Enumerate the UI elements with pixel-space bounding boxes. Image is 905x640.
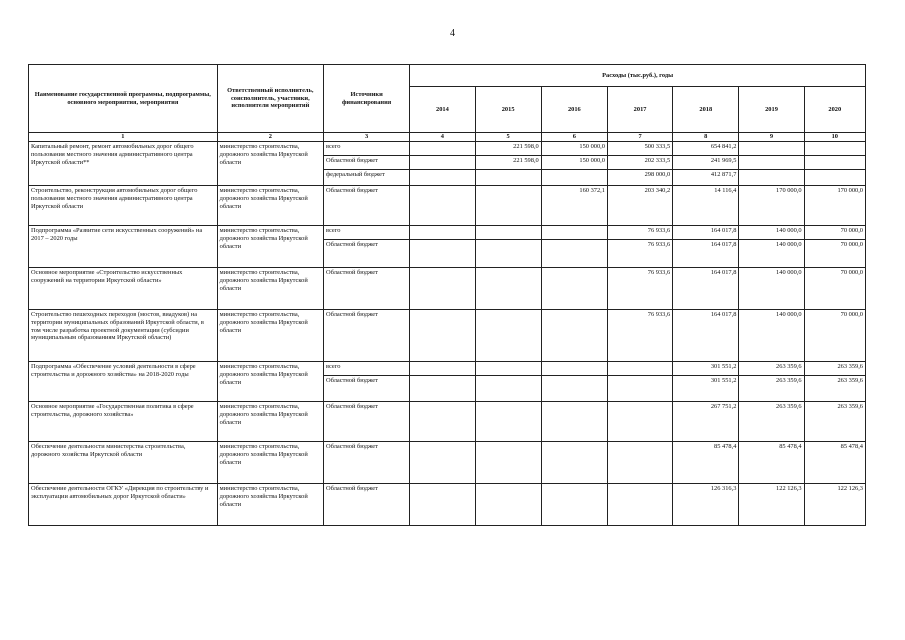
table-row [29, 402, 866, 442]
year-values [804, 268, 865, 310]
value-cell: 221 598,0 [476, 156, 541, 170]
column-number: 4 [410, 133, 475, 142]
value-cell: 76 933,6 [608, 226, 672, 240]
year-values [607, 226, 672, 268]
year-header: 2018 [673, 87, 739, 133]
value-cell [410, 226, 474, 240]
table-row [29, 484, 866, 526]
source-label: Областной бюджет [326, 241, 378, 248]
year-values [541, 310, 607, 362]
year-values [673, 310, 739, 362]
table-body [29, 142, 866, 526]
year-values [475, 442, 541, 484]
value-cell [739, 142, 803, 156]
value-cell [476, 402, 541, 415]
year-values [475, 268, 541, 310]
row-responsible: министерство строительства, дорожного хозяйства Иркутской области [217, 362, 323, 402]
row-sources [324, 402, 410, 442]
year-values [804, 442, 865, 484]
column-number: 2 [217, 133, 323, 142]
year-values [541, 226, 607, 268]
row-sources [324, 226, 410, 268]
year-values [607, 402, 672, 442]
year-values [739, 226, 804, 268]
value-cell [476, 170, 541, 183]
year-values [541, 442, 607, 484]
source-label: Областной бюджет [326, 187, 378, 194]
value-cell [410, 170, 474, 183]
year-values [607, 484, 672, 526]
value-cell: 85 478,4 [714, 443, 737, 450]
row-responsible: министерство строительства, дорожного хозяйства Иркутской области [217, 310, 323, 362]
value-cell [542, 442, 607, 455]
value-cell [410, 442, 474, 455]
table-row [29, 186, 866, 226]
value-cell [476, 442, 541, 455]
column-number: 8 [673, 133, 739, 142]
header-name: Наименование государственной программы, подпрограммы, основного мероприятия, мероприятия [29, 65, 218, 133]
year-values [607, 142, 672, 186]
value-cell [476, 484, 541, 497]
value-cell [410, 268, 474, 281]
value-cell: 267 751,2 [710, 403, 737, 410]
year-values [804, 186, 865, 226]
value-cell [410, 362, 474, 376]
year-header: 2020 [804, 87, 865, 133]
value-cell [410, 186, 474, 199]
row-name: Подпрограмма «Развитие сети искусственных сооружений» на 2017 – 2020 годы [29, 226, 218, 268]
year-values [673, 362, 739, 402]
value-cell [805, 156, 865, 170]
row-name: Строительство, реконструкция автомобильных дорог общего пользования местного значения административного центра Иркутской области [29, 186, 218, 226]
year-values [739, 442, 804, 484]
year-values [410, 362, 475, 402]
value-cell: 263 359,6 [776, 403, 802, 410]
table-row [29, 442, 866, 484]
value-cell [805, 170, 865, 183]
value-cell [542, 402, 607, 415]
year-values [607, 268, 672, 310]
row-name: Обеспечение деятельности ОГКУ «Дирекция по строительству и эксплуатации автомобильных дорог Иркутской области» [29, 484, 218, 526]
value-cell: 140 000,0 [776, 241, 802, 248]
value-cell [542, 376, 607, 389]
year-values [475, 226, 541, 268]
year-values [541, 142, 607, 186]
row-responsible: министерство строительства, дорожного хозяйства Иркутской области [217, 268, 323, 310]
year-values [475, 310, 541, 362]
row-name: Основное мероприятие «Строительство искусственных сооружений на территории Иркутской области» [29, 268, 218, 310]
row-sources [324, 268, 410, 310]
value-cell [476, 310, 541, 323]
header-source: Источники финансирования [324, 65, 410, 133]
year-values [475, 402, 541, 442]
year-values [739, 484, 804, 526]
year-values [475, 484, 541, 526]
source-label: федеральный бюджет [326, 171, 385, 178]
value-cell: 76 933,6 [647, 311, 671, 318]
table-row [29, 362, 866, 402]
row-sources [324, 142, 410, 186]
budget-table [28, 64, 866, 526]
value-cell [542, 362, 607, 376]
value-cell [476, 186, 541, 199]
source-label: всего [324, 226, 409, 240]
row-name: Подпрограмма «Обеспечение условий деятельности в сфере строительства и дорожного хозяйства» на 2018-2020 годы [29, 362, 218, 402]
value-cell: 164 017,8 [673, 226, 738, 240]
year-values [410, 226, 475, 268]
row-name: Строительство пешеходных переходов (мостов, виадуков) на территории муниципальных образований Иркутской области, в том числе разработка проектной документации (субсидии муниципальным образованиям Иркутской области) [29, 310, 218, 362]
table-row [29, 268, 866, 310]
row-sources [324, 186, 410, 226]
source-label: Областной бюджет [326, 311, 378, 318]
year-values [607, 442, 672, 484]
column-number: 7 [607, 133, 672, 142]
value-cell: 70 000,0 [840, 241, 863, 248]
year-values [410, 442, 475, 484]
year-values [673, 142, 739, 186]
value-cell: 164 017,8 [710, 269, 737, 276]
value-cell [542, 170, 607, 183]
year-values [739, 142, 804, 186]
year-values [804, 402, 865, 442]
value-cell: 122 126,3 [837, 485, 863, 492]
value-cell: 70 000,0 [840, 269, 863, 276]
table-row [29, 310, 866, 362]
year-values [673, 402, 739, 442]
value-cell [542, 484, 607, 497]
year-header: 2019 [739, 87, 804, 133]
column-number: 9 [739, 133, 804, 142]
row-responsible: министерство строительства, дорожного хозяйства Иркутской области [217, 142, 323, 186]
row-sources [324, 484, 410, 526]
year-header: 2017 [607, 87, 672, 133]
value-cell [410, 240, 474, 253]
value-cell: 140 000,0 [776, 311, 802, 318]
value-cell: 263 359,6 [837, 377, 863, 384]
year-values [607, 186, 672, 226]
year-values [673, 442, 739, 484]
value-cell: 263 359,6 [776, 377, 802, 384]
value-cell: 70 000,0 [805, 226, 865, 240]
year-values [410, 310, 475, 362]
value-cell [608, 484, 672, 497]
year-values [804, 226, 865, 268]
row-sources [324, 442, 410, 484]
year-header: 2015 [475, 87, 541, 133]
header-responsible: Ответственный исполнитель, соисполнитель, участники, исполнители мероприятий [217, 65, 323, 133]
year-values [410, 142, 475, 186]
value-cell: 164 017,8 [710, 311, 737, 318]
table-row [29, 226, 866, 268]
value-cell: 122 126,3 [776, 485, 802, 492]
value-cell: 140 000,0 [776, 269, 802, 276]
value-cell: 241 969,5 [673, 156, 738, 170]
value-cell [542, 226, 607, 240]
year-values [541, 362, 607, 402]
year-values [541, 484, 607, 526]
year-values [739, 268, 804, 310]
value-cell [476, 376, 541, 389]
year-values [804, 362, 865, 402]
source-label: Областной бюджет [324, 156, 409, 170]
value-cell: 76 933,6 [647, 269, 671, 276]
value-cell [476, 362, 541, 376]
value-cell: 202 333,5 [608, 156, 672, 170]
value-cell [542, 268, 607, 281]
row-responsible: министерство строительства, дорожного хозяйства Иркутской области [217, 402, 323, 442]
header-expenses: Расходы (тыс.руб.), годы [410, 65, 866, 87]
value-cell [410, 484, 474, 497]
value-cell: 263 359,6 [739, 362, 803, 376]
row-responsible: министерство строительства, дорожного хозяйства Иркутской области [217, 226, 323, 268]
year-values [739, 186, 804, 226]
column-number: 5 [475, 133, 541, 142]
value-cell [805, 142, 865, 156]
value-cell [608, 402, 672, 415]
value-cell: 85 478,4 [840, 443, 863, 450]
row-name: Обеспечение деятельности министерства строительства, дорожного хозяйства Иркутской области [29, 442, 218, 484]
value-cell [476, 268, 541, 281]
value-cell: 126 316,3 [710, 485, 737, 492]
value-cell: 70 000,0 [840, 311, 863, 318]
value-cell [739, 156, 803, 170]
row-responsible: министерство строительства, дорожного хозяйства Иркутской области [217, 484, 323, 526]
value-cell: 301 551,2 [710, 377, 737, 384]
year-values [607, 362, 672, 402]
year-values [673, 268, 739, 310]
value-cell [410, 156, 474, 170]
row-responsible: министерство строительства, дорожного хозяйства Иркутской области [217, 442, 323, 484]
source-label: всего [324, 142, 409, 156]
year-values [410, 186, 475, 226]
value-cell [410, 376, 474, 389]
table-header [29, 65, 866, 142]
source-label: всего [324, 362, 409, 376]
year-values [475, 362, 541, 402]
year-values [804, 484, 865, 526]
value-cell [410, 402, 474, 415]
row-name: Основное мероприятие «Государственная политика в сфере строительства, дорожного хозяйства» [29, 402, 218, 442]
year-header: 2016 [541, 87, 607, 133]
value-cell: 150 000,0 [542, 142, 607, 156]
year-values [673, 484, 739, 526]
year-values [739, 310, 804, 362]
value-cell: 298 000,0 [644, 171, 671, 178]
column-number: 10 [804, 133, 865, 142]
value-cell: 654 841,2 [673, 142, 738, 156]
year-values [739, 362, 804, 402]
value-cell: 221 598,0 [476, 142, 541, 156]
value-cell: 263 359,6 [805, 362, 865, 376]
value-cell: 150 000,0 [542, 156, 607, 170]
source-label: Областной бюджет [326, 443, 378, 450]
value-cell: 85 478,4 [779, 443, 802, 450]
value-cell: 170 000,0 [776, 187, 802, 194]
value-cell: 301 551,2 [673, 362, 738, 376]
value-cell [608, 362, 672, 376]
value-cell: 500 333,5 [608, 142, 672, 156]
year-header: 2014 [410, 87, 475, 133]
value-cell [739, 170, 803, 183]
year-values [410, 402, 475, 442]
row-name: Капитальный ремонт, ремонт автомобильных дорог общего пользования местного значения административного центра Иркутской области** [29, 142, 218, 186]
value-cell [542, 240, 607, 253]
value-cell: 170 000,0 [837, 187, 863, 194]
year-values [541, 268, 607, 310]
year-values [673, 226, 739, 268]
row-responsible: министерство строительства, дорожного хозяйства Иркутской области [217, 186, 323, 226]
page-number: 4 [450, 28, 455, 39]
value-cell [410, 142, 474, 156]
source-label: Областной бюджет [326, 269, 378, 276]
value-cell [410, 310, 474, 323]
value-cell: 412 871,7 [710, 171, 737, 178]
value-cell [476, 226, 541, 240]
value-cell: 76 933,6 [647, 241, 671, 248]
value-cell [542, 310, 607, 323]
year-values [410, 268, 475, 310]
value-cell: 164 017,8 [710, 241, 737, 248]
source-label: Областной бюджет [326, 485, 378, 492]
value-cell: 14 116,4 [714, 187, 737, 194]
table-row [29, 142, 866, 186]
value-cell: 203 340,2 [644, 187, 671, 194]
year-values [673, 186, 739, 226]
column-number: 3 [324, 133, 410, 142]
row-sources [324, 362, 410, 402]
row-sources [324, 310, 410, 362]
year-values [607, 310, 672, 362]
column-number: 6 [541, 133, 607, 142]
year-values [541, 186, 607, 226]
value-cell [476, 240, 541, 253]
value-cell: 160 372,1 [579, 187, 605, 194]
value-cell: 263 359,6 [837, 403, 863, 410]
year-values [475, 142, 541, 186]
year-values [804, 142, 865, 186]
source-label: Областной бюджет [326, 403, 378, 410]
year-values [804, 310, 865, 362]
value-cell [608, 376, 672, 389]
value-cell [608, 442, 672, 455]
source-label: Областной бюджет [326, 377, 378, 384]
year-values [541, 402, 607, 442]
year-values [739, 402, 804, 442]
year-values [475, 186, 541, 226]
value-cell: 140 000,0 [739, 226, 803, 240]
year-values [410, 484, 475, 526]
column-number: 1 [29, 133, 218, 142]
